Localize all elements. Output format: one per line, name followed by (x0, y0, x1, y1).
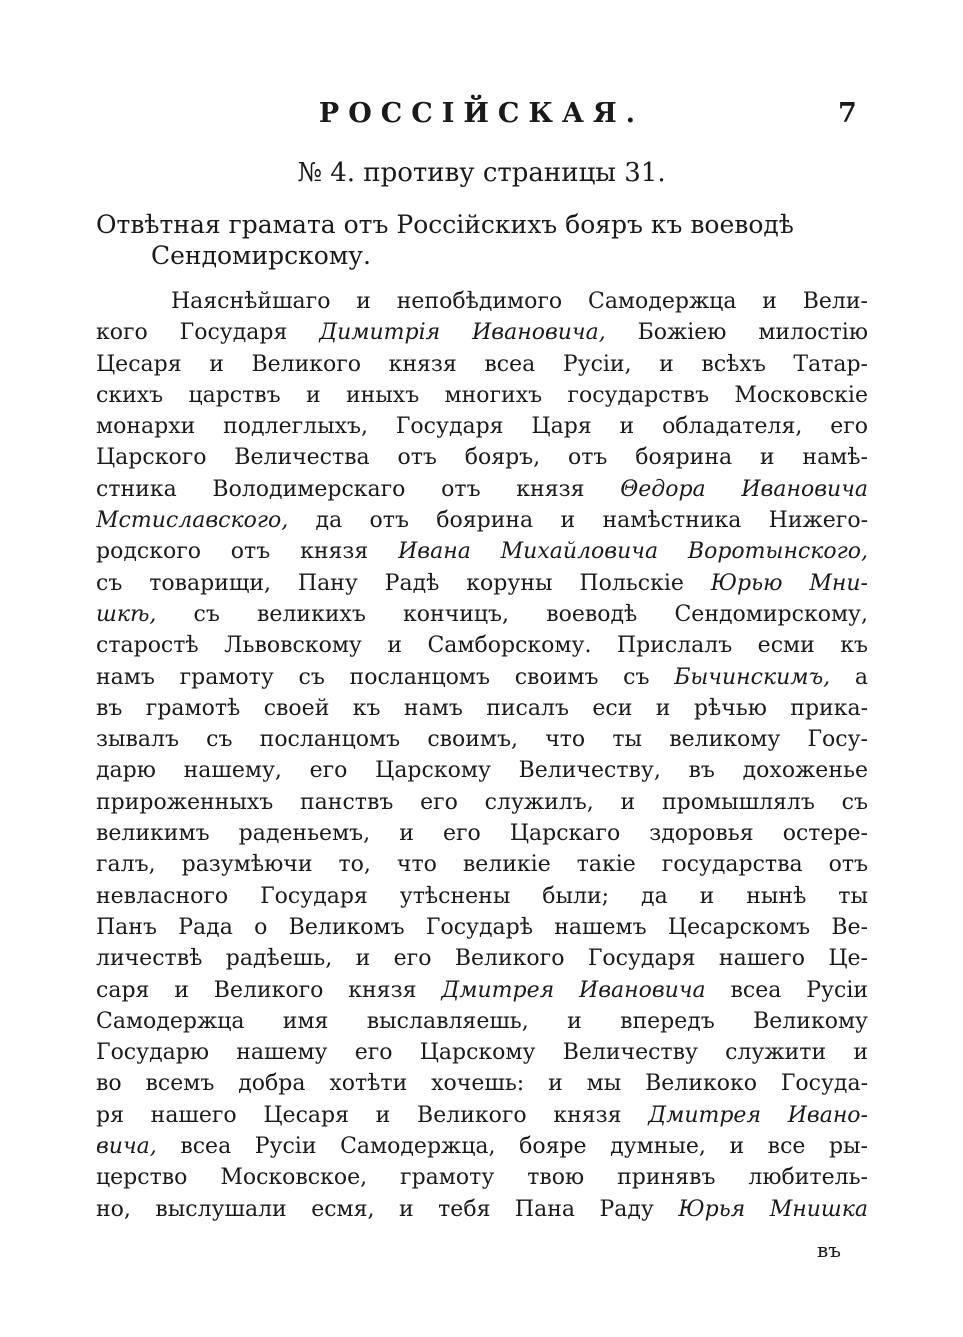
heading-line-1: Отвѣтная грамата отъ Россійскихъ бояръ къ воеводѣ (96, 210, 794, 239)
text-segment: Наяснѣйшаго и непобѣдимого Самодержца и Вели- (171, 289, 868, 314)
text-segment: родского отъ князя (96, 539, 399, 565)
text-line (96, 1068, 868, 1099)
text-segment: церство Московское, грамоту твою принявъ любитель- (96, 1165, 868, 1191)
text-line (96, 1162, 868, 1193)
text-segment: во всемъ добра хотѣти хочешь: и мы Великоко Госуда- (96, 1071, 868, 1097)
text-segment: саря и Великого князя (96, 977, 442, 1003)
text-line (96, 411, 868, 442)
text-line (96, 286, 868, 317)
italic-name-segment: Юрью Мни- (710, 570, 868, 596)
text-segment: прироженныхъ панствъ его служилъ, и промышлялъ съ (96, 789, 868, 815)
text-segment: дарю нашему, его Царскому Величеству, въ дохоженье (96, 758, 868, 784)
text-segment: Самодержца имя выславляешь, и впередъ Великому (96, 1008, 868, 1034)
text-segment: монархи подлеглыхъ, Государя Царя и обладателя, его (96, 414, 868, 440)
text-line (96, 975, 868, 1006)
text-line (96, 1194, 868, 1225)
text-segment: старостѣ Львовскому и Самборскому. Прислалъ есми къ (96, 633, 868, 659)
italic-name-segment: Мстиславского, (96, 508, 289, 534)
text-line (96, 568, 868, 599)
text-segment: но, выслушали есмя, и тебя Пана Раду (96, 1196, 679, 1222)
text-segment: всеа Русіи (705, 977, 868, 1003)
text-segment: галъ, разумѣючи то, что великіе такіе государства отъ (96, 852, 868, 878)
text-segment: ря нашего Цесаря и Великого князя (96, 1102, 649, 1128)
text-line (96, 943, 868, 974)
text-line (96, 442, 868, 473)
text-line (96, 1100, 868, 1131)
text-segment: Божіею милостію (605, 320, 868, 346)
italic-name-segment: Юрья Мнишка (678, 1196, 868, 1222)
italic-name-segment: Дмитрея Ивано- (648, 1102, 868, 1128)
text-line (96, 912, 868, 943)
text-line (96, 349, 868, 380)
text-line (96, 662, 868, 693)
text-line (96, 693, 868, 724)
text-segment: всеа Русіи Самодержца, бояре думные, и все ры- (156, 1134, 868, 1160)
text-segment: зывалъ съ посланцомъ своимъ, что ты великому Госу- (96, 727, 868, 753)
text-line (96, 724, 868, 755)
document-reference: № 4. противу страницы 31. (297, 158, 666, 188)
text-segment: съ великихъ кончицъ, воеводѣ Сендомирскому, (156, 601, 868, 627)
text-segment: невласного Государя утѣснены были; да и нынѣ ты (96, 883, 868, 909)
text-line (96, 787, 868, 818)
italic-name-segment: Дмитрея Ивановича (441, 977, 706, 1003)
italic-name-segment: Ивана Михайловича Воротынского, (398, 539, 868, 565)
text-line (96, 849, 868, 880)
text-segment: а (830, 664, 868, 690)
text-line (96, 317, 868, 348)
italic-name-segment: Бычинскимъ, (674, 664, 831, 690)
italic-name-segment: вича, (96, 1134, 157, 1160)
catchword: въ (817, 1238, 841, 1262)
text-line (96, 1006, 868, 1037)
text-segment: Панъ Рада о Великомъ Государѣ нашемъ Цесарскомъ Ве- (96, 914, 868, 940)
text-segment: въ грамотѣ своей къ намъ писалъ еси и рѣчью прика- (96, 695, 868, 721)
heading-line-2: Сендомирскому. (151, 241, 371, 270)
text-line (96, 599, 868, 630)
text-segment: скихъ царствъ и иныхъ многихъ государствъ Московскіе (96, 382, 868, 408)
text-segment: Государю нашему его Царскому Величеству служити и (96, 1040, 868, 1066)
text-line (96, 1037, 868, 1068)
text-line (96, 818, 868, 849)
text-segment: съ товарищи, Пану Радѣ коруны Польскіе (96, 570, 711, 596)
italic-name-segment: Димитрія Ивановича, (319, 320, 606, 346)
italic-name-segment: шкѣ, (96, 601, 157, 627)
text-line (96, 755, 868, 786)
text-line (96, 505, 868, 536)
text-segment: стника Володимерскаго отъ князя (96, 476, 621, 502)
page-number: 7 (838, 98, 857, 129)
italic-name-segment: Θедора Ивановича (620, 476, 868, 502)
text-segment: Цесаря и Великого князя всеа Русіи, и всѣхъ Татар- (96, 351, 868, 377)
text-line (96, 474, 868, 505)
text-segment: кого Государя (96, 320, 320, 346)
text-line (96, 536, 868, 567)
text-segment: да отъ боярина и намѣстника Нижего- (288, 508, 868, 534)
text-segment: личествѣ радѣешь, и его Великого Государя нашего Це- (96, 946, 868, 972)
body-text (96, 286, 868, 1225)
text-segment: Царского Величества отъ бояръ, отъ боярина и намѣ- (96, 445, 868, 471)
text-line (96, 881, 868, 912)
text-segment: великимъ раденьемъ, и его Царскаго здоровья остере- (96, 821, 868, 847)
running-head: РОССІЙСКАЯ. (318, 98, 645, 129)
text-line (96, 630, 868, 661)
text-segment: намъ грамоту съ посланцомъ своимъ съ (96, 664, 675, 690)
text-line (96, 380, 868, 411)
text-line (96, 1131, 868, 1162)
document-heading (96, 209, 876, 271)
